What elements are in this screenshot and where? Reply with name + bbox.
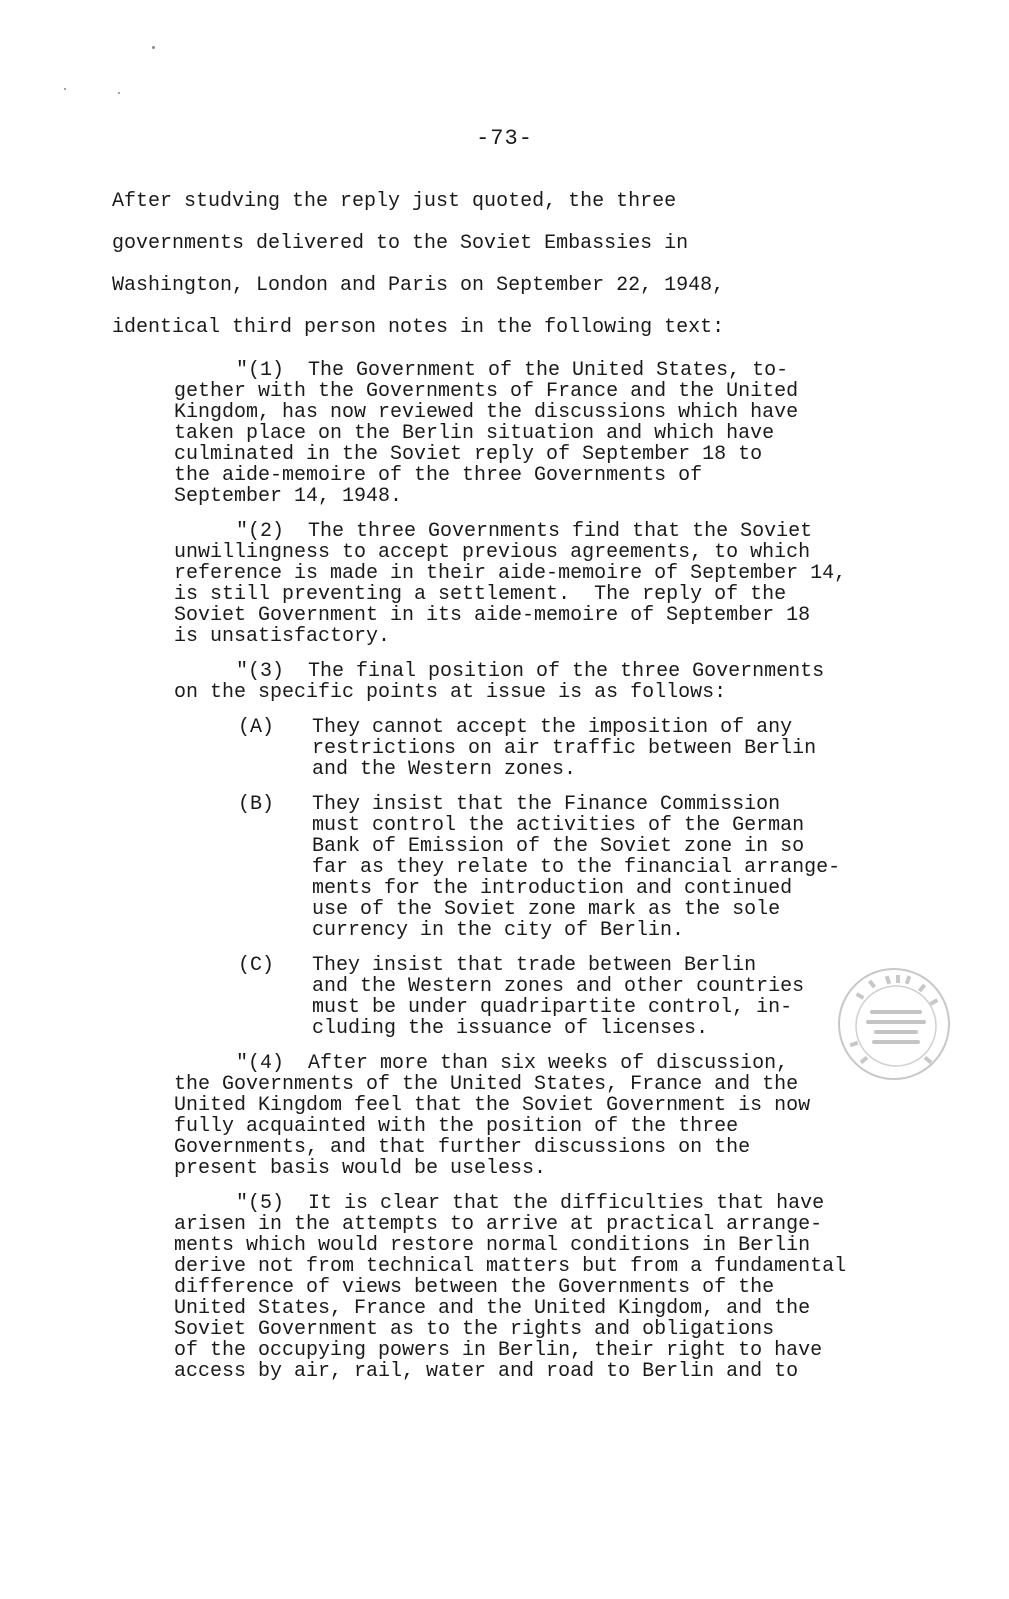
sub-point-line: They cannot accept the imposition of any <box>312 716 793 739</box>
sub-point-line: cluding the issuance of licenses. <box>312 1017 709 1040</box>
sub-point-line: far as they relate to the financial arrange- <box>312 856 841 879</box>
archive-stamp <box>838 968 950 1080</box>
note-paragraph-5 <box>174 1193 974 1382</box>
paragraph-line: "(4) After more than six weeks of discussion, <box>236 1052 789 1075</box>
note-paragraph-1 <box>174 360 974 507</box>
sub-point-line: and the Western zones and other countries <box>312 975 805 998</box>
paragraph-line: arisen in the attempts to arrive at practical arrange- <box>174 1213 823 1236</box>
page-number: -73- <box>476 126 533 151</box>
paragraph-line: access by air, rail, water and road to Berlin and to <box>174 1360 799 1383</box>
sub-point-line: use of the Soviet zone mark as the sole <box>312 898 781 921</box>
paragraph-line: the Governments of the United States, France and the <box>174 1073 799 1096</box>
paragraph-line: derive not from technical matters but from a fundamental <box>174 1255 847 1278</box>
sub-point-line: currency in the city of Berlin. <box>312 919 685 942</box>
sub-point-line: Bank of Emission of the Soviet zone in so <box>312 835 805 858</box>
paragraph-line: fully acquainted with the position of the three <box>174 1115 739 1138</box>
paragraph-line: ments which would restore normal conditions in Berlin <box>174 1234 811 1257</box>
paragraph-line: is still preventing a settlement. The reply of the <box>174 583 787 606</box>
note-paragraph-3 <box>174 661 974 703</box>
paragraph-line: "(5) It is clear that the difficulties that have <box>236 1192 825 1215</box>
sub-point-line: must control the activities of the German <box>312 814 805 837</box>
sub-point-line: They insist that trade between Berlin <box>312 954 757 977</box>
paragraph-line: United Kingdom feel that the Soviet Government is now <box>174 1094 811 1117</box>
intro-line: governments delivered to the Soviet Embassies in <box>112 232 689 255</box>
paragraph-line: Governments, and that further discussions on the <box>174 1136 751 1159</box>
paragraph-line: taken place on the Berlin situation and which have <box>174 422 775 445</box>
scan-speck <box>64 88 66 90</box>
sub-point-line: and the Western zones. <box>312 758 577 781</box>
intro-paragraph <box>112 188 932 356</box>
note-paragraph-2 <box>174 521 974 647</box>
paragraph-line: on the specific points at issue is as follows: <box>174 681 727 704</box>
sub-point-line: must be under quadripartite control, in- <box>312 996 793 1019</box>
scan-speck <box>152 46 155 49</box>
paragraph-line: Soviet Government in its aide-memoire of September 18 <box>174 604 811 627</box>
intro-line: After studving the reply just quoted, the three <box>112 190 677 213</box>
scan-speck <box>118 92 120 94</box>
paragraph-line: September 14, 1948. <box>174 485 403 508</box>
sub-point-label: (A) <box>238 716 275 739</box>
quoted-note <box>174 360 974 1396</box>
sub-point-b <box>174 794 974 941</box>
paragraph-line: "(1) The Government of the United States, to- <box>236 359 789 382</box>
sub-point-a <box>174 717 974 780</box>
sub-point-label: (C) <box>238 954 275 977</box>
sub-point-line: They insist that the Finance Commission <box>312 793 781 816</box>
paragraph-line: United States, France and the United Kingdom, and the <box>174 1297 811 1320</box>
paragraph-line: the aide-memoire of the three Governments of <box>174 464 703 487</box>
intro-line: Washington, London and Paris on September 22, 1948, <box>112 274 725 297</box>
paragraph-line: Soviet Government as to the rights and obligations <box>174 1318 775 1341</box>
paragraph-line: culminated in the Soviet reply of September 18 to <box>174 443 763 466</box>
paragraph-line: Kingdom, has now reviewed the discussions which have <box>174 401 799 424</box>
paragraph-line: difference of views between the Governments of the <box>174 1276 775 1299</box>
paragraph-line: "(2) The three Governments find that the Soviet <box>236 520 813 543</box>
paragraph-line: "(3) The final position of the three Governments <box>236 660 825 683</box>
paragraph-line: reference is made in their aide-memoire of September 14, <box>174 562 847 585</box>
sub-point-label: (B) <box>238 793 275 816</box>
intro-line: identical third person notes in the following text: <box>112 316 725 339</box>
sub-point-line: ments for the introduction and continued <box>312 877 793 900</box>
paragraph-line: of the occupying powers in Berlin, their right to have <box>174 1339 823 1362</box>
paragraph-line: gether with the Governments of France and the United <box>174 380 799 403</box>
paragraph-line: is unsatisfactory. <box>174 625 391 648</box>
paragraph-line: present basis would be useless. <box>174 1157 547 1180</box>
stamp-graphic <box>840 970 952 1082</box>
sub-point-line: restrictions on air traffic between Berlin <box>312 737 817 760</box>
paragraph-line: unwillingness to accept previous agreements, to which <box>174 541 811 564</box>
